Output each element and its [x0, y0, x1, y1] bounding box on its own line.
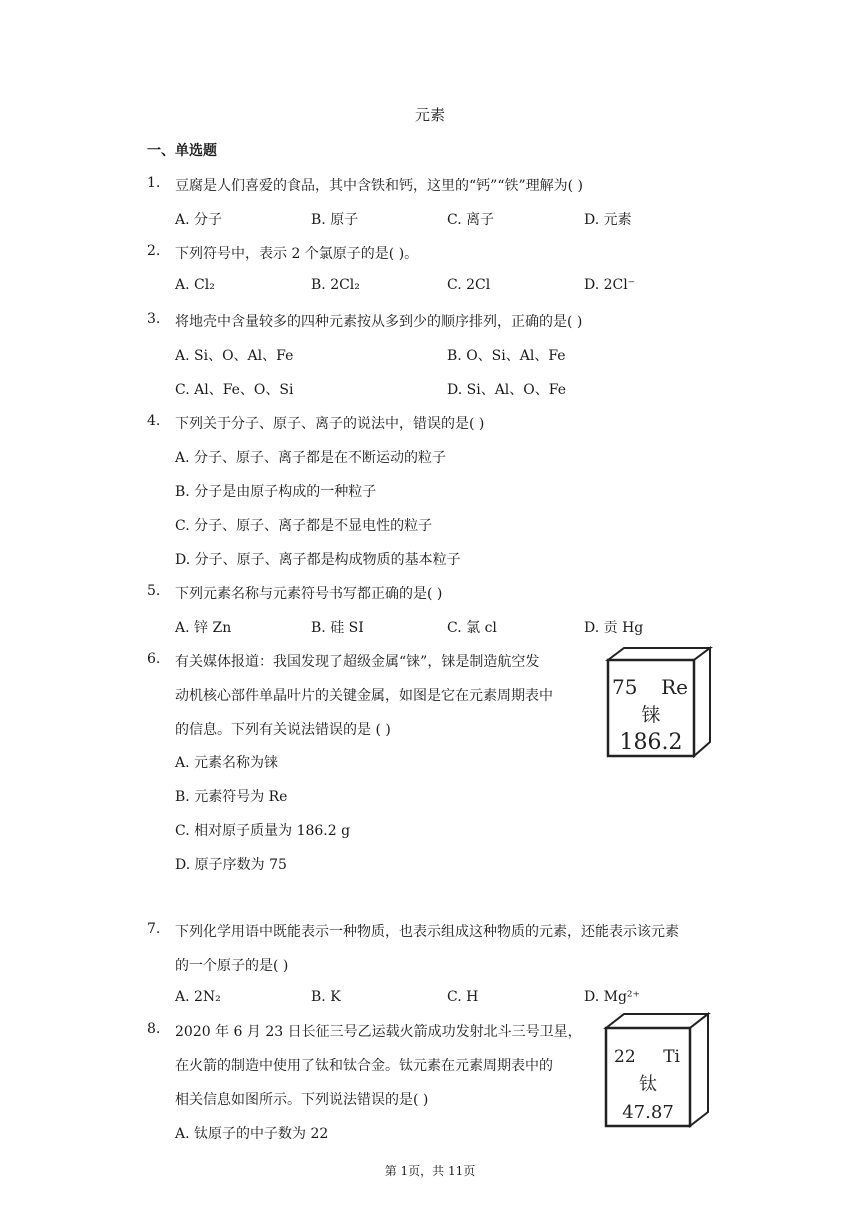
question-6-number: 6. [147, 651, 161, 667]
question-2-option-d: D. 2Cl⁻ [584, 277, 636, 293]
question-2-option-a: A. Cl₂ [175, 277, 215, 293]
page-footer: 第 1页，共 11页 [384, 1164, 476, 1178]
question-8-option-a: A. 钛原子的中子数为 22 [175, 1126, 329, 1142]
tile-1-mass: 186.2 [619, 730, 683, 755]
question-7-text-line-2: 的一个原子的是( ) [175, 958, 289, 974]
question-8-number: 8. [147, 1021, 161, 1037]
question-3-option-a: A. Si、O、Al、Fe [175, 348, 294, 364]
question-3-option-d: D. Si、Al、O、Fe [447, 382, 566, 398]
question-5-option-b: B. 硅 SI [311, 620, 364, 636]
question-6-option-d: D. 原子序数为 75 [175, 857, 287, 873]
tile-2-symbol: Ti [663, 1047, 680, 1067]
question-2-number: 2. [147, 243, 161, 259]
question-7-text-line-1: 下列化学用语中既能表示一种物质，也表示组成这种物质的元素，还能表示该元素 [175, 924, 679, 940]
tile-1-symbol: Re [661, 675, 688, 699]
question-1-option-b: B. 原子 [311, 212, 359, 228]
question-1-option-c: C. 离子 [447, 212, 495, 228]
question-7-number: 7. [147, 921, 161, 937]
question-4-option-a: A. 分子、原子、离子都是在不断运动的粒子 [175, 450, 447, 466]
question-5-option-a: A. 锌 Zn [175, 620, 232, 636]
tile-1-atomic-number: 75 [612, 675, 638, 699]
question-1-number: 1. [147, 175, 161, 191]
question-2-text: 下列符号中，表示 2 个氯原子的是( )。 [175, 246, 419, 262]
question-7-option-b: B. K [311, 989, 341, 1005]
question-2-option-b: B. 2Cl₂ [311, 277, 360, 293]
tile-2-atomic-number: 22 [614, 1047, 636, 1067]
question-5-option-d: D. 贡 Hg [584, 620, 644, 636]
question-5-option-c: C. 氯 cl [447, 620, 497, 636]
question-7-option-a: A. 2N₂ [175, 989, 221, 1005]
question-5-number: 5. [147, 583, 161, 599]
question-8-text-line-1: 2020 年 6 月 23 日长征三号乙运载火箭成功发射北斗三号卫星， [175, 1024, 582, 1040]
question-6-text-line-3: 的信息。下列有关说法错误的是 ( ) [175, 722, 391, 738]
question-3-number: 3. [147, 311, 161, 327]
question-3-text: 将地壳中含量较多的四种元素按从多到少的顺序排列，正确的是( ) [175, 314, 583, 330]
question-7-option-c: C. H [447, 989, 479, 1005]
question-6-text-line-2: 动机核心部件单晶叶片的关键金属，如图是它在元素周期表中 [175, 688, 553, 704]
document-title: 元素 [414, 106, 445, 124]
tile-2-mass: 47.87 [622, 1102, 674, 1123]
question-1-option-d: D. 元素 [584, 212, 632, 228]
question-3-option-b: B. O、Si、Al、Fe [447, 348, 566, 364]
question-4-text: 下列关于分子、原子、离子的说法中，错误的是( ) [175, 416, 485, 432]
question-2-option-c: C. 2Cl [447, 277, 491, 293]
tile-1-name: 铼 [641, 704, 661, 726]
question-4-option-c: C. 分子、原子、离子都是不显电性的粒子 [175, 518, 433, 534]
question-4-number: 4. [147, 413, 161, 429]
element-tile-rhenium [602, 646, 714, 760]
question-7-option-d: D. Mg²⁺ [584, 989, 640, 1005]
question-3-option-c: C. Al、Fe、O、Si [175, 382, 294, 398]
question-1-option-a: A. 分子 [175, 212, 223, 228]
question-8-text-line-3: 相关信息如图所示。下列说法错误的是( ) [175, 1092, 429, 1108]
question-6-option-a: A. 元素名称为铼 [175, 755, 279, 771]
question-6-option-b: B. 元素符号为 Re [175, 789, 288, 805]
tile-2-name: 钛 [639, 1074, 657, 1095]
section-heading: 一、单选题 [147, 143, 217, 159]
question-6-option-c: C. 相对原子质量为 186.2 g [175, 823, 351, 839]
question-8-text-line-2: 在火箭的制造中使用了钛和钛合金。钛元素在元素周期表中的 [175, 1058, 553, 1074]
question-1-text: 豆腐是人们喜爱的食品，其中含铁和钙，这里的“钙”“铁”理解为( ) [175, 178, 584, 194]
question-5-text: 下列元素名称与元素符号书写都正确的是( ) [175, 586, 443, 602]
question-6-text-line-1: 有关媒体报道：我国发现了超级金属“铼”，铼是制造航空发 [175, 654, 540, 670]
element-tile-titanium [600, 1012, 712, 1130]
question-4-option-b: B. 分子是由原子构成的一种粒子 [175, 484, 377, 500]
question-4-option-d: D. 分子、原子、离子都是构成物质的基本粒子 [175, 552, 461, 568]
